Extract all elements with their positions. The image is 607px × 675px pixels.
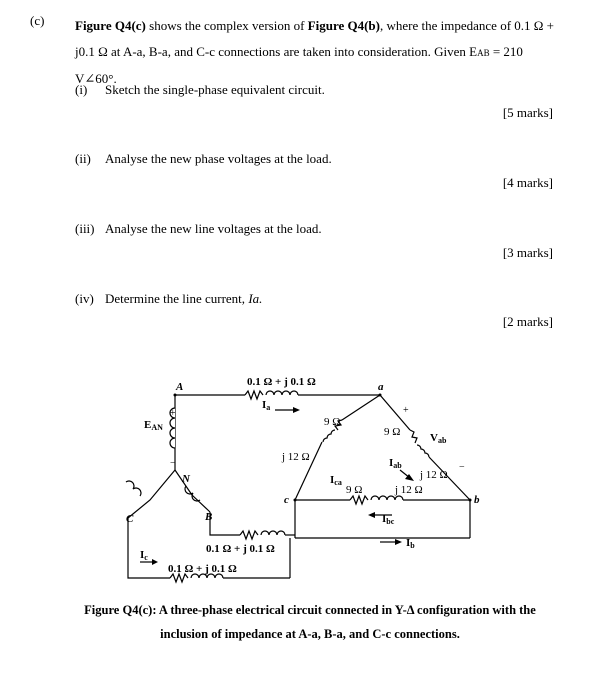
- label-source-plus: +: [170, 408, 176, 419]
- label-current-c: Ic: [140, 549, 148, 562]
- wire-a-c-top: [342, 395, 380, 420]
- marks-part-iv: [2 marks]: [502, 314, 553, 329]
- inductor-bc: [371, 496, 403, 500]
- label-source: EAN: [144, 419, 163, 432]
- label-r-ab: 9 Ω: [384, 426, 401, 438]
- inductor-ab: [417, 445, 429, 457]
- label-node-a: a: [378, 381, 384, 393]
- resistor-ab: [410, 430, 417, 443]
- label-node-C: C: [126, 513, 134, 525]
- label-current-b: Ib: [406, 537, 415, 550]
- wire-C: [128, 518, 170, 578]
- arrow-ib-head: [395, 539, 402, 545]
- part-iii: (iii) Analyse the new line voltages at the load.: [75, 221, 322, 236]
- label-vab: Vab: [430, 432, 447, 445]
- label-x-bc: j 12 Ω: [395, 484, 423, 496]
- marks-part-i: [5 marks]: [502, 105, 553, 120]
- node-A-dot: [174, 394, 177, 397]
- label-node-N: N: [182, 473, 190, 485]
- label-source-minus: −: [170, 458, 176, 469]
- label-x-ca: j 12 Ω: [282, 451, 310, 463]
- arrow-ic-head: [152, 559, 158, 565]
- caption-line-1: Figure Q4(c): A three-phase electrical circuit connected in Y-Δ configuration with the: [84, 603, 536, 617]
- part-i: (i) Sketch the single-phase equivalent circuit.: [75, 82, 325, 97]
- part-iv: (iv) Determine the line current, Ia.: [75, 291, 263, 306]
- figure-ref: Figure Q4(c): [75, 18, 146, 33]
- arrow-ibc-head: [368, 512, 375, 518]
- node-a-dot: [379, 394, 382, 397]
- wire-n-b: [175, 470, 210, 512]
- node-b-dot: [469, 499, 472, 502]
- label-node-c: c: [284, 494, 289, 506]
- label-current-ab: Iab: [389, 457, 402, 470]
- label-current-ca: Ica: [330, 474, 342, 487]
- label-node-A: A: [176, 381, 184, 393]
- wire-n-c: [128, 470, 175, 518]
- figure-ref-b: Figure Q4(b): [307, 18, 380, 33]
- label-node-b: b: [474, 494, 480, 506]
- label-line-impedance-b: 0.1 Ω + j 0.1 Ω: [206, 543, 275, 555]
- question-text: Figure Q4(c) shows the complex version of Figure Q4(b), where the impedance of 0.1 Ω + j0.1 Ω at A-a, B-a, and C-c connections are taken into consideration. Given EAB = 210 V∠60°.: [75, 18, 555, 86]
- label-line-impedance-a: 0.1 Ω + j 0.1 Ω: [247, 376, 316, 388]
- label-x-ab: j 12 Ω: [420, 469, 448, 481]
- question-label: (c): [30, 13, 45, 28]
- inductor-line-b: [261, 531, 285, 535]
- part-ii: (ii) Analyse the new phase voltages at the load.: [75, 151, 332, 166]
- figure-caption: [40, 598, 580, 646]
- label-r-ca: 9 Ω: [324, 416, 341, 428]
- label-vab-plus: +: [403, 405, 409, 416]
- marks-part-ii: [4 marks]: [502, 175, 553, 190]
- label-current-bc: Ibc: [382, 513, 395, 526]
- resistor-line-c: [170, 574, 188, 582]
- resistor-bc: [350, 496, 368, 504]
- label-line-impedance-c: 0.1 Ω + j 0.1 Ω: [168, 563, 237, 575]
- label-node-B: B: [205, 511, 213, 523]
- inductor-ca: [323, 430, 335, 442]
- label-current-a: Ia: [262, 399, 271, 412]
- source-coil-c: [126, 481, 141, 496]
- caption-line-2: inclusion of impedance at A-a, B-a, and C-c connections.: [160, 627, 460, 641]
- inductor-line-a: [266, 391, 298, 395]
- label-vab-minus: −: [459, 462, 465, 473]
- resistor-line-a: [245, 391, 263, 399]
- marks-part-iii: [3 marks]: [502, 245, 553, 260]
- node-c-dot: [294, 499, 297, 502]
- label-r-bc: 9 Ω: [346, 484, 363, 496]
- resistor-line-b: [240, 531, 258, 539]
- wire-B: [210, 512, 240, 535]
- arrow-ia-head: [293, 407, 300, 413]
